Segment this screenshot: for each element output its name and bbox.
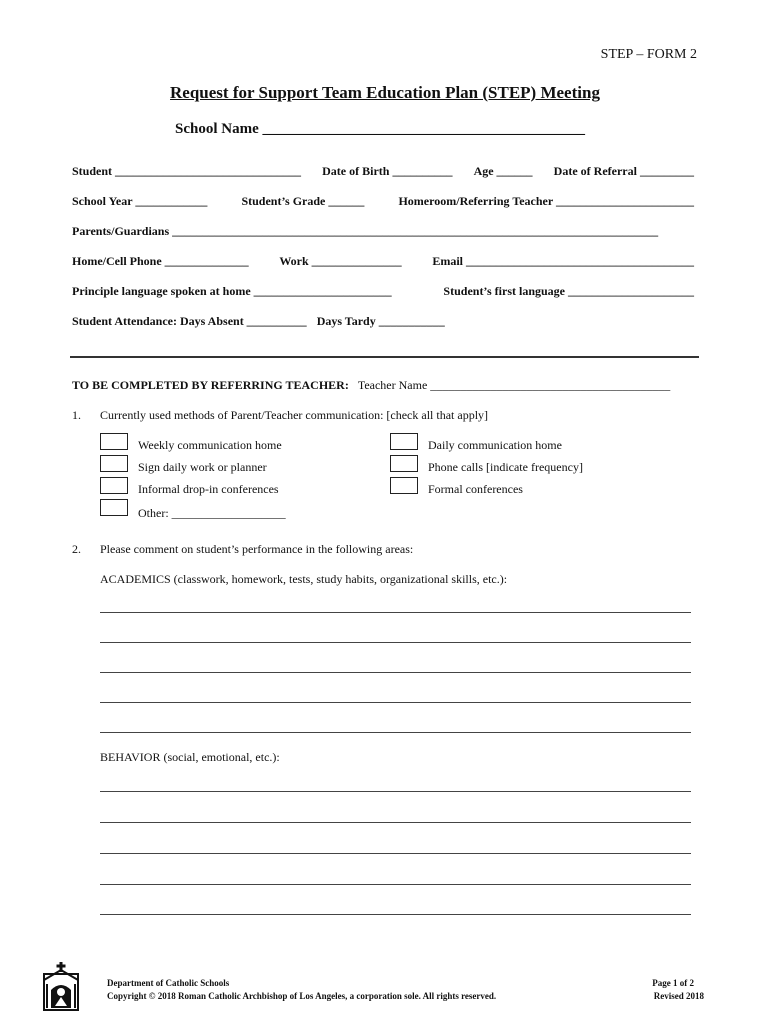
first-language-field: Student’s first language _____________________ bbox=[443, 284, 694, 298]
question-1-text: Currently used methods of Parent/Teacher communication: [check all that apply] bbox=[100, 408, 489, 422]
section-divider bbox=[70, 356, 699, 358]
parents-row bbox=[72, 224, 694, 239]
school-year-row bbox=[72, 194, 694, 209]
language-row bbox=[72, 284, 694, 299]
checkbox-other[interactable] bbox=[100, 499, 128, 516]
question-2-text: Please comment on student’s performance in the following areas: bbox=[100, 542, 414, 556]
checkbox-formal-conferences[interactable] bbox=[390, 477, 418, 494]
checkbox-phone-calls[interactable] bbox=[390, 455, 418, 472]
date-of-referral-field: Date of Referral _________ bbox=[553, 164, 694, 178]
homeroom-teacher-field: Homeroom/Referring Teacher _______________________ bbox=[398, 194, 694, 208]
behavior-label: BEHAVIOR (social, emotional, etc.): bbox=[100, 750, 280, 764]
school-year-field: School Year ____________ bbox=[72, 194, 208, 208]
behavior-line[interactable] bbox=[100, 791, 691, 792]
footer-copyright: Copyright © 2018 Roman Catholic Archbishop of Los Angeles, a corporation sole. All rights reserved. bbox=[107, 991, 497, 1001]
footer-revised: Revised 2018 bbox=[653, 991, 704, 1001]
question-1-number: 1. bbox=[72, 408, 81, 422]
option-other: Other: ___________________ bbox=[138, 506, 286, 520]
school-name-field: School Name ___________________________________________ bbox=[175, 121, 585, 137]
email-field: Email ______________________________________ bbox=[432, 254, 694, 268]
option-weekly-communication: Weekly communication home bbox=[138, 438, 282, 452]
option-daily-communication: Daily communication home bbox=[428, 438, 562, 452]
behavior-line[interactable] bbox=[100, 884, 691, 885]
behavior-line[interactable] bbox=[100, 914, 691, 915]
attendance-row bbox=[72, 314, 694, 329]
option-sign-daily-work: Sign daily work or planner bbox=[138, 460, 267, 474]
footer-department: Department of Catholic Schools bbox=[107, 978, 230, 988]
student-info-row bbox=[72, 164, 694, 179]
checkbox-informal-conferences[interactable] bbox=[100, 477, 128, 494]
option-formal-conferences: Formal conferences bbox=[428, 482, 523, 496]
behavior-line[interactable] bbox=[100, 853, 691, 854]
academics-label: ACADEMICS (classwork, homework, tests, study habits, organizational skills, etc.): bbox=[100, 572, 508, 586]
date-of-birth-field: Date of Birth __________ bbox=[322, 164, 453, 178]
age-field: Age ______ bbox=[473, 164, 533, 178]
checkbox-sign-daily-work[interactable] bbox=[100, 455, 128, 472]
days-tardy-field: Days Tardy ___________ bbox=[316, 314, 445, 328]
student-field: Student _______________________________ bbox=[72, 164, 302, 178]
principle-language-field: Principle language spoken at home _______________________ bbox=[72, 284, 392, 298]
academics-line[interactable] bbox=[100, 702, 691, 703]
form-id: STEP – FORM 2 bbox=[600, 47, 697, 62]
work-phone-field: Work _______________ bbox=[279, 254, 402, 268]
academics-line[interactable] bbox=[100, 672, 691, 673]
checkbox-daily-communication[interactable] bbox=[390, 433, 418, 450]
student-grade-field: Student’s Grade ______ bbox=[241, 194, 365, 208]
question-2-number: 2. bbox=[72, 542, 81, 556]
referring-teacher-section bbox=[72, 378, 670, 393]
checkbox-weekly-communication[interactable] bbox=[100, 433, 128, 450]
footer-page-number: Page 1 of 2 bbox=[652, 978, 694, 988]
teacher-name-field: Teacher Name ________________________________________ bbox=[357, 378, 671, 392]
academics-line[interactable] bbox=[100, 732, 691, 733]
referring-teacher-heading: TO BE COMPLETED BY REFERRING TEACHER: bbox=[72, 378, 349, 392]
option-phone-calls: Phone calls [indicate frequency] bbox=[428, 460, 583, 474]
academics-line[interactable] bbox=[100, 642, 691, 643]
behavior-line[interactable] bbox=[100, 822, 691, 823]
home-cell-phone-field: Home/Cell Phone ______________ bbox=[72, 254, 249, 268]
parents-guardians-field: Parents/Guardians _________________________________________________________________________________ bbox=[72, 224, 659, 238]
days-absent-field: Student Attendance: Days Absent __________ bbox=[72, 314, 307, 328]
contact-row bbox=[72, 254, 694, 269]
academics-line[interactable] bbox=[100, 612, 691, 613]
option-informal-conferences: Informal drop-in conferences bbox=[138, 482, 279, 496]
page-title: Request for Support Team Education Plan (STEP) Meeting bbox=[170, 83, 600, 102]
